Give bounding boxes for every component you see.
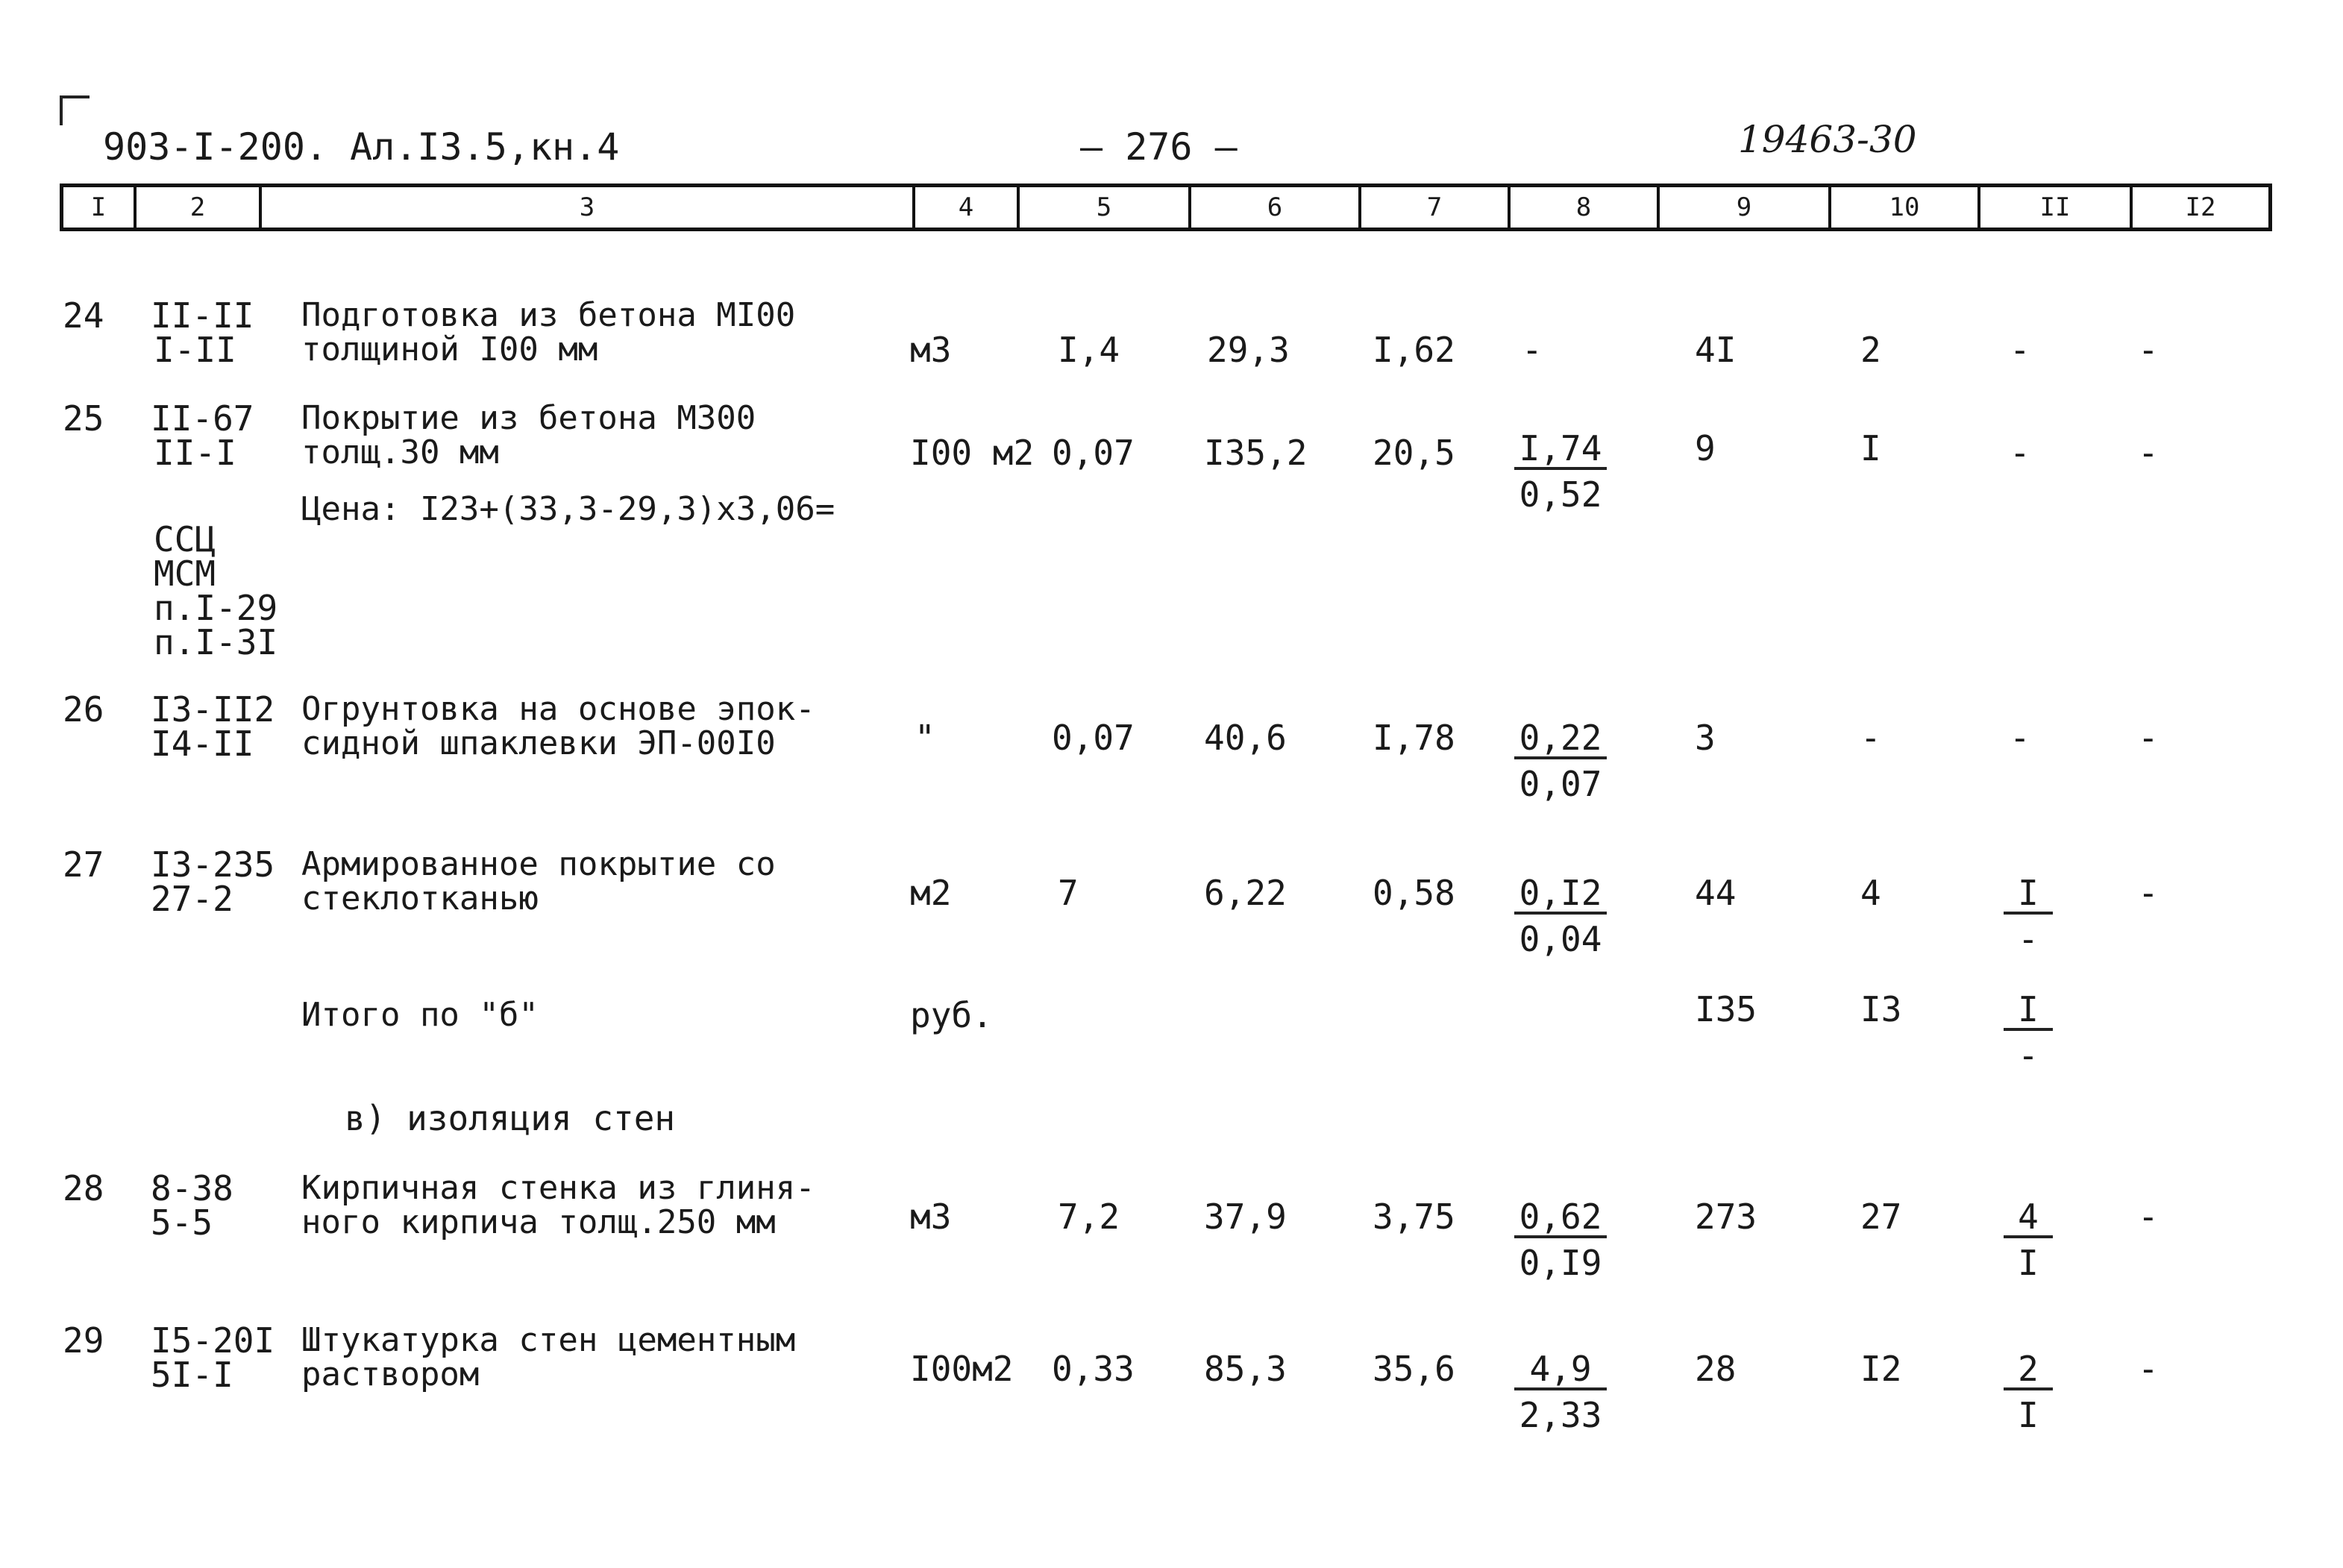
wage: 35,6 [1373, 1349, 1455, 1389]
row-number: 24 [63, 295, 104, 336]
code-line: I-II [154, 330, 236, 370]
column-number: 10 [1828, 187, 1977, 228]
page-number: — 276 — [1080, 125, 1238, 169]
quantity: 7 [1058, 873, 1079, 913]
fraction-top: 0,22 [1514, 721, 1607, 759]
fraction-top: I [2004, 876, 2053, 915]
wage: I,62 [1373, 330, 1455, 370]
unit: I00 м2 [910, 433, 1035, 473]
column-12-value: - [2138, 718, 2159, 758]
fraction-bottom: 0,52 [1519, 474, 1602, 515]
column-number: 7 [1358, 187, 1508, 228]
total-value: 44 [1695, 873, 1737, 913]
code-line: II-67 [151, 398, 254, 439]
description-line: раствором [301, 1355, 480, 1393]
description-line: сидной шпаклевки ЭП-00I0 [301, 724, 776, 762]
unit: I00м2 [910, 1349, 1014, 1389]
description-line: Покрытие из бетона М300 [301, 399, 756, 437]
machines-total-fraction [2004, 873, 2053, 959]
wage-total: I3 [1860, 989, 1902, 1029]
wage: I,78 [1373, 718, 1455, 758]
code-line: 27-2 [151, 879, 233, 919]
description-line: Подготовка из бетона МI00 [301, 296, 796, 334]
fraction-top: 4 [2004, 1199, 2053, 1238]
fraction-top: 0,I2 [1514, 876, 1607, 915]
machines-fraction [1514, 718, 1607, 804]
machines-total-fraction [2004, 1197, 2053, 1283]
unit: м3 [910, 1197, 952, 1237]
machines-total-fraction [2004, 989, 2053, 1076]
machines-fraction [1514, 1349, 1607, 1435]
row-number: 29 [63, 1320, 104, 1361]
column-12-value: - [2138, 1349, 2159, 1389]
reference-line: МСМ [154, 553, 216, 594]
column-12-value: - [2138, 873, 2159, 913]
fraction-top: 0,62 [1514, 1199, 1607, 1238]
code-line: I4-II [151, 724, 254, 764]
code-line: 5-5 [151, 1202, 213, 1243]
column-number: 6 [1188, 187, 1358, 228]
description-line: ного кирпича толщ.250 мм [301, 1203, 776, 1241]
code-line: I3-II2 [151, 689, 275, 730]
fraction-top: I,74 [1514, 431, 1607, 470]
machines-value: - [1522, 330, 1543, 370]
unit-price: 29,3 [1207, 330, 1290, 370]
unit-price: I35,2 [1204, 433, 1308, 473]
code-line: 5I-I [151, 1355, 233, 1395]
unit-price: 40,6 [1204, 718, 1287, 758]
row-number: 25 [63, 398, 104, 439]
subtotal-label: Итого по "б" [301, 996, 539, 1034]
machines-fraction [1514, 873, 1607, 959]
quantity: 7,2 [1058, 1197, 1120, 1237]
column-number: I [90, 192, 107, 222]
description-line: толщиной I00 мм [301, 330, 598, 369]
quantity: 0,07 [1052, 718, 1135, 758]
wage-total: 4 [1860, 873, 1881, 913]
column-number: 8 [1508, 187, 1657, 228]
total-value: 28 [1695, 1349, 1737, 1389]
fraction-bottom: - [2018, 919, 2039, 959]
document-reference: 903-I-200. Ал.I3.5,кн.4 [103, 125, 620, 169]
quantity: I,4 [1058, 330, 1120, 370]
machines-total: - [2010, 433, 2030, 473]
column-number: II [1977, 187, 2130, 228]
total-value: 9 [1695, 428, 1716, 468]
quantity: 0,33 [1052, 1349, 1135, 1389]
description-line: Армированное покрытие со [301, 845, 776, 883]
description-line: стеклотканью [301, 879, 539, 918]
description-line: толщ.30 мм [301, 433, 499, 471]
column-number: 9 [1657, 187, 1828, 228]
wage: 0,58 [1373, 873, 1455, 913]
description-line: Огрунтовка на основе эпок- [301, 690, 815, 728]
wage: 3,75 [1373, 1197, 1455, 1237]
machines-total: - [2010, 330, 2030, 370]
column-12-value: - [2138, 330, 2159, 370]
machines-total: - [2010, 718, 2030, 758]
code-line: 8-38 [151, 1168, 233, 1208]
fraction-bottom: 0,04 [1519, 919, 1602, 959]
reference-line: ССЦ [154, 519, 216, 559]
column-number: 4 [912, 187, 1017, 228]
code-line: I3-235 [151, 844, 275, 885]
code-line: II-I [154, 433, 236, 473]
corner-mark [60, 95, 90, 125]
description-line: Штукатурка стен цементным [301, 1321, 796, 1359]
machines-total-fraction [2004, 1349, 2053, 1435]
column-number: 2 [134, 187, 259, 228]
reference-line: п.I-29 [154, 588, 278, 628]
wage-total: I [1860, 428, 1881, 468]
total-value: 273 [1695, 1197, 1757, 1237]
fraction-bottom: - [2018, 1035, 2039, 1076]
unit: руб. [910, 995, 993, 1035]
row-number: 28 [63, 1168, 104, 1208]
fraction-bottom: 0,07 [1519, 764, 1602, 804]
total-value: 3 [1695, 718, 1716, 758]
fraction-top: 2 [2004, 1352, 2053, 1390]
column-number: I2 [2130, 187, 2268, 228]
machines-fraction [1514, 428, 1607, 515]
machines-fraction [1514, 1197, 1607, 1283]
total-value: 4I [1695, 330, 1737, 370]
code-line: II-II [151, 295, 254, 336]
row-number: 27 [63, 844, 104, 885]
fraction-bottom: I [2018, 1395, 2039, 1435]
wage-total: 2 [1860, 330, 1881, 370]
wage-total: - [1860, 718, 1881, 758]
unit-ditto: " [915, 718, 935, 758]
wage-total: 27 [1860, 1197, 1902, 1237]
fraction-top: 4,9 [1514, 1352, 1607, 1390]
row-number: 26 [63, 689, 104, 730]
column-12-value: - [2138, 1197, 2159, 1237]
unit-price: 37,9 [1204, 1197, 1287, 1237]
unit-price: 6,22 [1204, 873, 1287, 913]
handwritten-number: 19463-30 [1738, 118, 1917, 161]
fraction-bottom: 2,33 [1519, 1395, 1602, 1435]
fraction-top: I [2004, 992, 2053, 1031]
unit-price: 85,3 [1204, 1349, 1287, 1389]
description-line: Кирпичная стенка из глиня- [301, 1169, 815, 1207]
column-number: 3 [259, 187, 912, 228]
section-heading: в) изоляция стен [345, 1098, 676, 1138]
column-number: 5 [1017, 187, 1188, 228]
column-number-bar [60, 184, 2272, 231]
fraction-bottom: I [2018, 1243, 2039, 1283]
column-12-value: - [2138, 433, 2159, 473]
total-value: I35 [1695, 989, 1757, 1029]
fraction-bottom: 0,I9 [1519, 1243, 1602, 1283]
quantity: 0,07 [1052, 433, 1135, 473]
code-line: I5-20I [151, 1320, 275, 1361]
wage: 20,5 [1373, 433, 1455, 473]
unit: м2 [910, 873, 952, 913]
price-note: Цена: I23+(33,3-29,3)х3,06= [301, 490, 835, 528]
unit: м3 [910, 330, 952, 370]
reference-line: п.I-3I [154, 622, 278, 662]
wage-total: I2 [1860, 1349, 1902, 1389]
